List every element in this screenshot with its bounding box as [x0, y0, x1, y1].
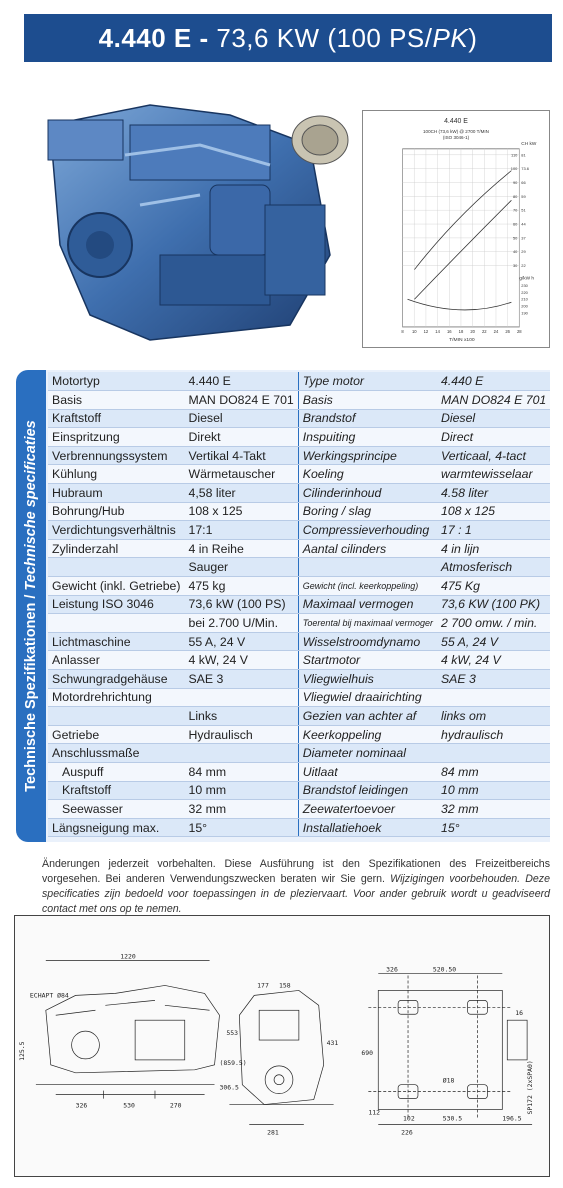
- spec-value-nl: 15°: [437, 818, 550, 837]
- spec-label-nl: Installatiehoek: [298, 818, 437, 837]
- graph-xtick: 24: [493, 328, 499, 334]
- dim-top-left-h: 690: [361, 1048, 374, 1057]
- dimension-drawings: [14, 915, 550, 1177]
- spec-label-nl: Startmotor: [298, 651, 437, 670]
- spec-value-de: 4 kW, 24 V: [184, 651, 298, 670]
- dim-front-bottom: 281: [267, 1128, 279, 1137]
- spec-value-de: 4.440 E: [184, 372, 298, 391]
- front-view-drawing: [229, 990, 333, 1124]
- graph-ch-tick: 60: [512, 221, 518, 227]
- side-view-drawing: [36, 961, 220, 1099]
- graph-curves: [401, 149, 529, 334]
- dim-left-height: 125.5: [17, 1041, 26, 1061]
- side-title-nl: Technische specificaties: [23, 420, 39, 591]
- graph-ch-tick: 100: [510, 166, 518, 172]
- spec-row: [48, 670, 550, 689]
- spec-row: [48, 409, 550, 428]
- spec-label-de: Schwungradgehäuse: [48, 670, 184, 689]
- engine-photo: [30, 85, 360, 350]
- spec-value-nl: hydraulisch: [437, 725, 550, 744]
- spec-row: [48, 558, 550, 577]
- spec-label-de: Einspritzung: [48, 428, 184, 447]
- dim-overall-length: 1220: [120, 952, 136, 961]
- spec-value-de: Hydraulisch: [184, 725, 298, 744]
- spec-value-nl: 10 mm: [437, 781, 550, 800]
- graph-cons-tick: 200: [521, 303, 528, 309]
- spec-label-de: Kühlung: [48, 465, 184, 484]
- graph-xtick: 8: [401, 328, 404, 334]
- graph-subtitle-1: 100CH (73,6 kW) @ 2700 T/MIN: [423, 129, 489, 135]
- spec-row: [48, 800, 550, 819]
- spec-value-de: Direkt: [184, 428, 298, 447]
- spec-label-nl: Basis: [298, 391, 437, 410]
- spec-label-de: Motordrehrichtung: [48, 688, 184, 707]
- spec-label-de: Anlasser: [48, 651, 184, 670]
- spec-label-nl: Cilinderinhoud: [298, 484, 437, 503]
- spec-value-nl: Atmosferisch: [437, 558, 550, 577]
- spec-value-nl: links om: [437, 707, 550, 726]
- spec-label-nl: Uitlaat: [298, 762, 437, 781]
- graph-xtick: 28: [517, 328, 522, 334]
- graph-xtick: 12: [423, 328, 429, 334]
- dim-small-h: 112: [368, 1108, 380, 1117]
- spec-value-de: 55 A, 24 V: [184, 632, 298, 651]
- spec-row: [48, 632, 550, 651]
- spec-row: [48, 744, 550, 763]
- spec-row: [48, 484, 550, 503]
- side-title-de: Technische Spezifikationen /: [23, 590, 39, 792]
- spec-label-nl: Keerkoppeling: [298, 725, 437, 744]
- spec-label-de: Verdichtungsverhältnis: [48, 521, 184, 540]
- dim-top-bottom-1: 102: [403, 1114, 415, 1123]
- spec-label-nl: Brandstof leidingen: [298, 781, 437, 800]
- spec-value-de: Wärmetauscher: [184, 465, 298, 484]
- spec-label-nl: Diameter nominaal: [298, 744, 437, 763]
- spec-label-de: [48, 614, 184, 633]
- top-view-drawing: [368, 974, 535, 1125]
- disclaimer-de: Änderungen jederzeit vorbehalten. Diese Ausführung ist den Spezifikationen des Freizeitbereichs vorgesehen. Bei anderen Verwendungszwecken beraten wir Sie gern.: [42, 858, 550, 885]
- dim-side-label: SP172 (2xSPA0): [526, 1060, 535, 1115]
- spec-value-de: MAN DO824 E 701: [184, 391, 298, 410]
- spec-label-de: Leistung ISO 3046: [48, 595, 184, 614]
- spec-value-nl: 475 Kg: [437, 577, 550, 596]
- graph-xtick: 16: [446, 328, 452, 334]
- spec-label-de: [48, 707, 184, 726]
- page-title: [24, 14, 552, 62]
- graph-ch-tick: 110: [511, 152, 518, 158]
- spec-label-nl: Aantal cilinders: [298, 539, 437, 558]
- spec-label-nl: Vliegwiel draairichting: [298, 688, 437, 707]
- spec-value-nl: 17 : 1: [437, 521, 550, 540]
- model-name: 4.440 E: [98, 22, 192, 53]
- spec-value-de: SAE 3: [184, 670, 298, 689]
- dim-top-bottom-2: 226: [401, 1128, 413, 1137]
- spec-value-de: 15°: [184, 818, 298, 837]
- spec-label-de: Auspuff: [48, 762, 184, 781]
- spec-value-nl: 4.58 liter: [437, 484, 550, 503]
- spec-value-de: 73,6 kW (100 PS): [184, 595, 298, 614]
- spec-row: [48, 651, 550, 670]
- graph-kw-tick: 29: [521, 249, 526, 255]
- spec-row: [48, 595, 550, 614]
- spec-row: [48, 781, 550, 800]
- spec-value-de: 475 kg: [184, 577, 298, 596]
- spec-value-nl: [437, 744, 550, 763]
- graph-xtick: 18: [458, 328, 464, 334]
- spec-row: [48, 446, 550, 465]
- dim-front-top-1: 177: [257, 981, 269, 990]
- spec-value-de: bei 2.700 U/Min.: [184, 614, 298, 633]
- graph-kw-tick: 22: [521, 263, 526, 269]
- spec-row: [48, 707, 550, 726]
- spec-row: [48, 577, 550, 596]
- spec-label-nl: Zeewatertoevoer: [298, 800, 437, 819]
- spec-label-nl: Wisselstroomdynamo: [298, 632, 437, 651]
- graph-ch-tick: 70: [512, 207, 518, 213]
- spec-row: [48, 465, 550, 484]
- spec-value-nl: 73,6 KW (100 PK): [437, 595, 550, 614]
- graph-kw-tick: 51: [521, 207, 526, 213]
- spec-value-nl: SAE 3: [437, 670, 550, 689]
- spec-value-nl: 84 mm: [437, 762, 550, 781]
- graph-ch-tick: 50: [512, 235, 518, 241]
- dim-bottom-3: 270: [169, 1101, 182, 1110]
- spec-value-nl: 4.440 E: [437, 372, 550, 391]
- graph-unit-top: CH kW: [521, 141, 537, 147]
- graph-kw-tick: 66: [521, 179, 526, 185]
- graph-kw-tick: 73.6: [521, 166, 529, 172]
- power-rating: 73,6 KW (100 PS/: [216, 22, 433, 53]
- spec-label-nl: Werkingsprincipe: [298, 446, 437, 465]
- spec-label-de: Hubraum: [48, 484, 184, 503]
- power-curve: [414, 171, 511, 270]
- spec-row: [48, 688, 550, 707]
- spec-value-nl: 32 mm: [437, 800, 550, 819]
- spec-label-nl: Inspuiting: [298, 428, 437, 447]
- spec-row: [48, 502, 550, 521]
- spec-label-de: Längsneigung max.: [48, 818, 184, 837]
- spec-value-nl: Direct: [437, 428, 550, 447]
- disclaimer-nl: Wijzigingen voorbehouden. Deze specificaties zijn bedoeld voor toepassingen in de pleziervaart. Voor ander gebruik wordt u geadviseerd contact met ons op te nemen.: [42, 873, 550, 915]
- dim-hole: Ø18: [442, 1076, 455, 1085]
- spec-label-nl: Brandstof: [298, 409, 437, 428]
- spec-label-de: Kraftstoff: [48, 781, 184, 800]
- spec-label-nl: Compressieverhouding: [298, 521, 437, 540]
- spec-row: [48, 372, 550, 391]
- graph-ch-tick: 30: [512, 263, 518, 269]
- spec-row: [48, 762, 550, 781]
- disclaimer: [42, 857, 550, 917]
- spec-value-de: Diesel: [184, 409, 298, 428]
- spec-value-de: 10 mm: [184, 781, 298, 800]
- dim-front-height: 553: [226, 1029, 239, 1038]
- spec-label-nl: Vliegwielhuis: [298, 670, 437, 689]
- spec-value-de: 4 in Reihe: [184, 539, 298, 558]
- spec-value-de: Vertikal 4-Takt: [184, 446, 298, 465]
- dim-front-right: 431: [326, 1039, 339, 1048]
- dim-front-h3: 306.5: [219, 1083, 239, 1092]
- spec-value-de: Sauger: [184, 558, 298, 577]
- spec-value-de: 84 mm: [184, 762, 298, 781]
- spec-value-nl: 4 kW, 24 V: [437, 651, 550, 670]
- spec-value-nl: Diesel: [437, 409, 550, 428]
- dim-front-h2: (859.5): [219, 1058, 247, 1067]
- spec-row: [48, 614, 550, 633]
- spec-label-de: Verbrennungssystem: [48, 446, 184, 465]
- dim-top-bottom-4: 196.5: [502, 1114, 522, 1123]
- spec-label-de: Seewasser: [48, 800, 184, 819]
- graph-ch-tick: 90: [512, 179, 518, 185]
- spec-label-nl: Gewicht (incl. keerkoppeling): [298, 577, 437, 596]
- title-dash: -: [191, 22, 217, 53]
- spec-label-de: Bohrung/Hub: [48, 502, 184, 521]
- graph-cons-tick: 190: [521, 310, 528, 316]
- spec-row: [48, 428, 550, 447]
- spec-value-de: [184, 688, 298, 707]
- spec-value-de: 17:1: [184, 521, 298, 540]
- graph-ch-tick: 80: [512, 193, 518, 199]
- spec-row: [48, 391, 550, 410]
- dim-top-right: 16: [515, 1009, 523, 1018]
- dim-top-bottom-3: 530.5: [442, 1114, 463, 1123]
- graph-cons-tick: 220: [521, 289, 528, 295]
- spec-value-nl: warmtewisselaar: [437, 465, 550, 484]
- spec-value-de: 4,58 liter: [184, 484, 298, 503]
- graph-kw-tick: 44: [521, 221, 526, 227]
- spec-row: [48, 818, 550, 837]
- spec-table: [48, 372, 550, 837]
- spec-value-nl: MAN DO824 E 701: [437, 391, 550, 410]
- graph-cons-tick: 210: [521, 296, 528, 302]
- spec-value-de: Links: [184, 707, 298, 726]
- spec-label-de: [48, 558, 184, 577]
- graph-xtick: 14: [435, 328, 440, 334]
- spec-label-de: Lichtmaschine: [48, 632, 184, 651]
- spec-value-de: 108 x 125: [184, 502, 298, 521]
- spec-label-nl: [298, 558, 437, 577]
- spec-value-nl: 108 x 125: [437, 502, 550, 521]
- spec-label-nl: Boring / slag: [298, 502, 437, 521]
- graph-title: 4.440 E: [444, 118, 468, 126]
- dim-top-2: 520.50: [432, 965, 457, 974]
- spec-label-nl: Type motor: [298, 372, 437, 391]
- spec-value-de: 32 mm: [184, 800, 298, 819]
- graph-xtick: 22: [481, 328, 487, 334]
- spec-value-nl: 4 in lijn: [437, 539, 550, 558]
- spec-value-de: [184, 744, 298, 763]
- spec-row: [48, 725, 550, 744]
- graph-xtick: 10: [411, 328, 417, 334]
- spec-label-de: Gewicht (inkl. Getriebe): [48, 577, 184, 596]
- graph-kw-tick: 59: [521, 193, 526, 199]
- dim-bottom-2: 530: [123, 1101, 135, 1110]
- graph-subtitle-2: (ISO 3046-1): [442, 134, 470, 140]
- spec-label-de: Zylinderzahl: [48, 539, 184, 558]
- graph-xlabel: T/MIN x100: [449, 337, 475, 343]
- spec-row: [48, 539, 550, 558]
- dim-top-1: 326: [386, 965, 398, 974]
- dim-front-top-2: 158: [279, 981, 291, 990]
- performance-curve-chart: [362, 110, 550, 348]
- dim-echapt: ECHAPT Ø84: [29, 991, 69, 1000]
- graph-kw-tick: 37: [521, 235, 526, 241]
- spec-side-title: [16, 370, 46, 842]
- graph-kw-tick: 81: [521, 152, 526, 158]
- graph-cons-tick: 230: [521, 282, 528, 288]
- graph-unit-mid: g/kW h: [519, 276, 535, 282]
- dim-bottom-1: 326: [75, 1101, 88, 1110]
- spec-label-de: Basis: [48, 391, 184, 410]
- spec-row: [48, 521, 550, 540]
- power-unit-pk: PK: [432, 22, 469, 53]
- graph-xtick: 26: [505, 328, 510, 334]
- graph-xtick: 20: [470, 328, 475, 334]
- spec-label-de: Kraftstoff: [48, 409, 184, 428]
- spec-label-nl: Maximaal vermogen: [298, 595, 437, 614]
- spec-value-nl: [437, 688, 550, 707]
- spec-value-nl: Verticaal, 4-tact: [437, 446, 550, 465]
- spec-label-de: Motortyp: [48, 372, 184, 391]
- spec-label-nl: Gezien van achter af: [298, 707, 437, 726]
- power-close: ): [468, 22, 478, 53]
- spec-value-nl: 2 700 omw. / min.: [437, 614, 550, 633]
- spec-label-nl: Toerental bij maximaal vermoger: [298, 614, 437, 633]
- spec-label-nl: Koeling: [298, 465, 437, 484]
- spec-value-nl: 55 A, 24 V: [437, 632, 550, 651]
- graph-ch-tick: 40: [512, 249, 518, 255]
- spec-label-de: Anschlussmaße: [48, 744, 184, 763]
- spec-label-de: Getriebe: [48, 725, 184, 744]
